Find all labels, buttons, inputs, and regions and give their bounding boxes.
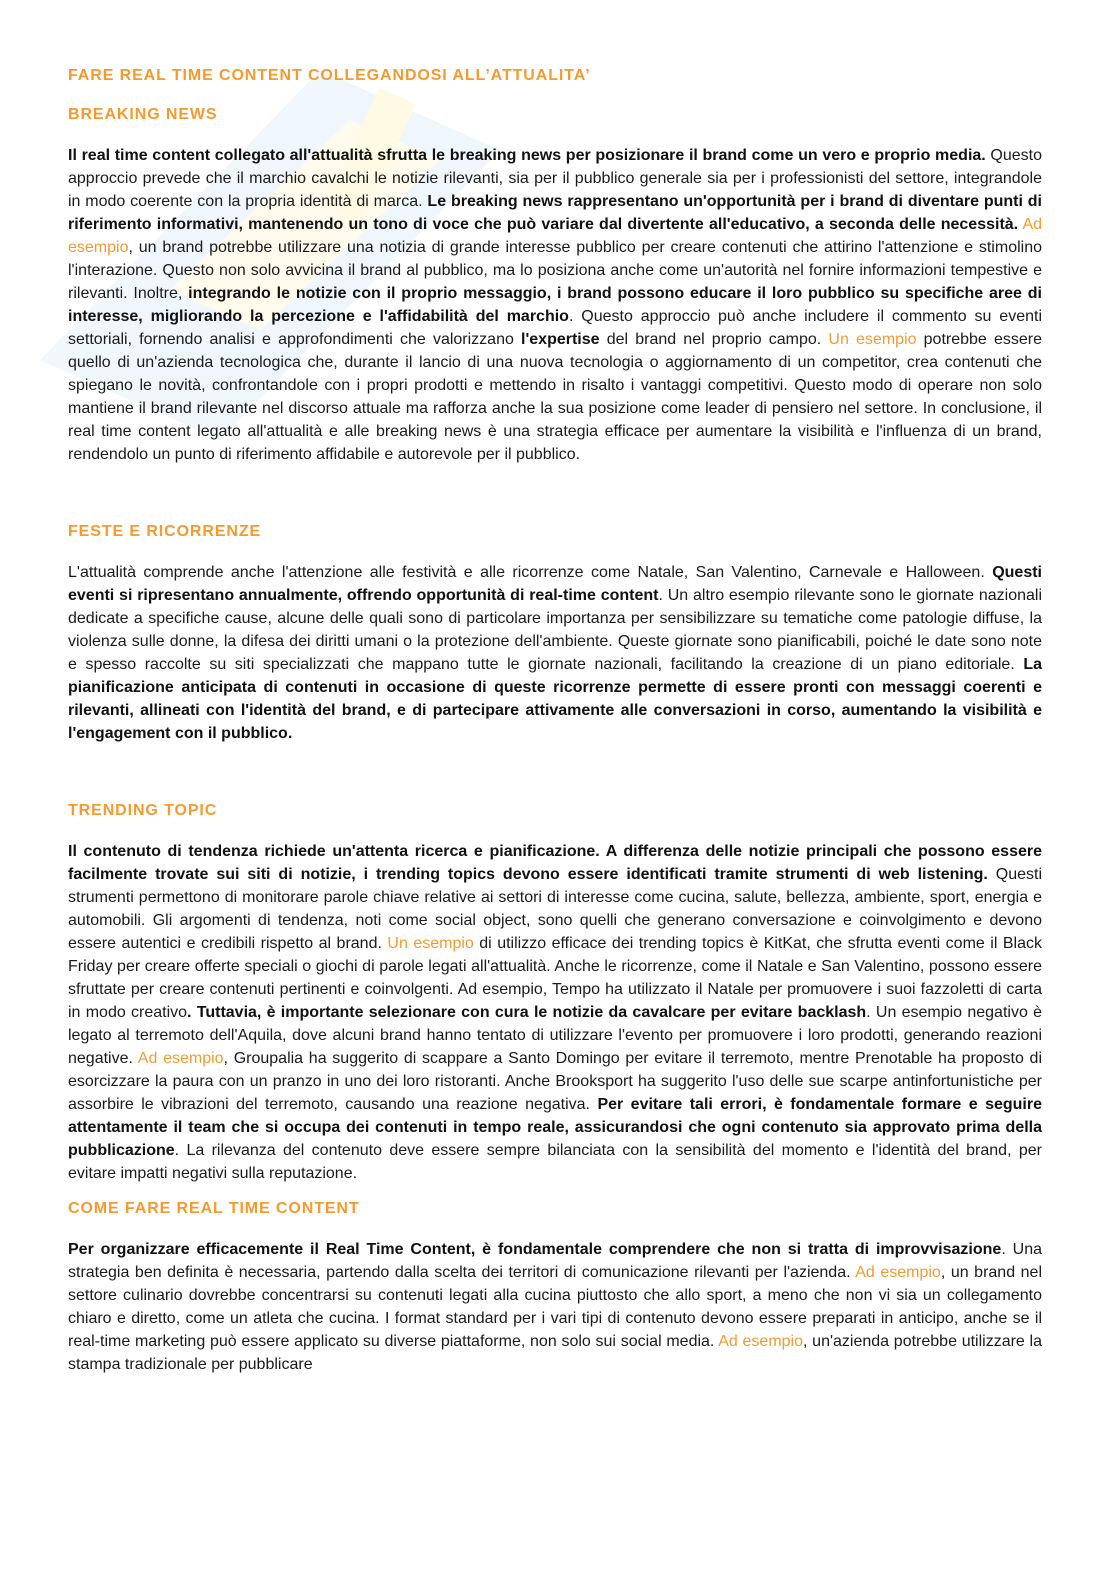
bold-text: Le breaking news rappresentano un'opportunità per i brand di diventare punti di riferimento informativi, mantenendo un tono di voce che può variare dal divertente all'educativo, a seconda delle necessità. bbox=[68, 193, 1043, 233]
bold-text: . Tuttavia, è importante selezionare con cura le notizie da cavalcare per evitare backlash bbox=[187, 1004, 867, 1021]
highlight-text: Ad esempio bbox=[855, 1264, 941, 1281]
body-text: Questi strumenti permettono di monitorare parole chiave relative ai settori di interesse come cucina, salute, bellezza, ambiente, sport, energia e automobili. Gli argomenti di tendenza, noti come social object, sono quelli che generano conversazione e coinvolgimento e devono essere autentici e credibili rispetto al brand. bbox=[68, 866, 1042, 952]
body-text: potrebbe essere quello di un'azienda tecnologica che, durante il lancio di una nuova tecnologia o aggiornamento di un competitor, crea contenuti che spiegano le novità, confrontandole con i propri prodotti e mettendo in risalto i vantaggi competitivi. Questo modo di operare non solo mantiene il brand rilevante nel discorso attuale ma rafforza anche la sua posizione come leader di pensiero nel settore. In conclusione, il real time content legato all'attualità e alle breaking news è una strategia efficace per aumentare la visibilità e l'influenza di un brand, rendendolo un punto di riferimento affidabile e autorevole per il pubblico. bbox=[68, 331, 1043, 463]
body-text: del brand nel proprio campo. bbox=[599, 331, 829, 348]
body-text: . Un altro esempio rilevante sono le giornate nazionali dedicate a specifiche cause, alcune delle quali sono di particolare importanza per sensibilizzare su tematiche come patologie diffuse, la violenza sulle donne, la difesa dei diritti umani o la protezione dell'ambiente. Queste giornate sono pianificabili, poiché le date sono note e spesso raccolte su siti specializzati che mappano tutte le giornate nazionali, facilitando la creazione di un piano editoriale. bbox=[68, 587, 1042, 673]
body-text: Questo approccio prevede che il marchio cavalchi le notizie rilevanti, sia per il pubblico generale sia per i professionisti del settore, integrandole in modo coerente con la propria identità di marca. bbox=[68, 147, 1042, 210]
body-text: . Una strategia ben definita è necessaria, partendo dalla scelta dei territori di comunicazione rilevanti per l'azienda. bbox=[68, 1241, 1043, 1281]
section-heading-come-fare-real-time-content: COME FARE REAL TIME CONTENT bbox=[68, 1200, 360, 1217]
paragraph-come-fare-real-time-content bbox=[68, 1238, 1042, 1376]
body-text: , un'azienda potrebbe utilizzare la stampa tradizionale per pubblicare bbox=[68, 1333, 1043, 1373]
bold-text: Per evitare tali errori, è fondamentale formare e seguire attentamente il team che si occupa dei contenuti in tempo reale, assicurandosi che ogni contenuto sia approvato prima della pubblicazione bbox=[68, 1096, 1043, 1159]
bold-text: Il contenuto di tendenza richiede un'attenta ricerca e pianificazione. A differenza delle notizie principali che possono essere facilmente trovate sui siti di notizie, i trending topics devono essere identificati tramite strumenti di web listening. bbox=[68, 843, 1042, 883]
bold-text: Per organizzare efficacemente il Real Time Content, è fondamentale comprendere che non si tratta di improvvisazione bbox=[68, 1241, 1002, 1258]
section-heading-feste-e-ricorrenze: FESTE E RICORRENZE bbox=[68, 523, 262, 540]
highlight-text: Ad esempio bbox=[68, 216, 1043, 256]
paragraph-breaking-news bbox=[68, 144, 1042, 466]
section-heading-breaking-news: BREAKING NEWS bbox=[68, 106, 218, 123]
body-text: di utilizzo efficace dei trending topics è KitKat, che sfrutta eventi come il Black Friday per creare offerte speciali o giochi di parole legati all'attualità. Anche le ricorrenze, come il Natale e San Valentino, possono essere sfruttate per creare contenuti pertinenti e coinvolgenti. Ad esempio, Tempo ha utilizzato il Natale per promuovere i suoi fazzoletti di carta in modo creativo bbox=[68, 935, 1042, 1021]
bold-text: Il real time content collegato all'attualità sfrutta le breaking news per posizionare il brand come un vero e proprio media. bbox=[68, 147, 986, 164]
paragraph-feste-e-ricorrenze bbox=[68, 561, 1042, 745]
bold-text: Questi eventi si ripresentano annualmente, offrendo opportunità di real-time content bbox=[68, 564, 1042, 604]
bold-text: integrando le notizie con il proprio messaggio, i brand possono educare il loro pubblico su specifiche aree di interesse, migliorando la percezione e l'affidabilità del marchio bbox=[68, 285, 1043, 325]
body-text: . Un esempio negativo è legato al terremoto dell'Aquila, dove alcuni brand hanno tentato di utilizzare l'evento per promuovere i loro prodotti, generando reazioni negative. bbox=[68, 1004, 1043, 1067]
body-text: , un brand nel settore culinario dovrebbe concentrarsi su contenuti legati alla cucina piuttosto che allo sport, a meno che non vi sia un collegamento chiaro e diretto, come un atleta che cucina. I format standard per i vari tipi di contenuto devono essere preparati in anticipo, anche se il real-time marketing può essere applicato su diverse piattaforme, non solo sui social media. bbox=[68, 1264, 1043, 1350]
body-text: . Questo approccio può anche includere il commento su eventi settoriali, fornendo analisi e approfondimenti che valorizzano bbox=[68, 308, 1043, 348]
highlight-text: Ad esempio bbox=[137, 1050, 224, 1067]
document-title: FARE REAL TIME CONTENT COLLEGANDOSI ALL’ATTUALITA’ bbox=[68, 67, 591, 84]
bold-text: l'expertise bbox=[521, 331, 600, 348]
highlight-text: Un esempio bbox=[828, 331, 917, 348]
body-text: , un brand potrebbe utilizzare una notizia di grande interesse pubblico per creare contenuti che attirino l'attenzione e stimolino l'interazione. Questo non solo avvicina il brand al pubblico, ma lo posiziona anche come un'autorità nel fornire informazioni tempestive e rilevanti. Inoltre, bbox=[68, 239, 1042, 302]
body-text: , Groupalia ha suggerito di scappare a Santo Domingo per evitare il terremoto, mentre Prenotable ha proposto di esorcizzare la paura con un pranzo in uno dei loro ristoranti. Anche Brooksport ha suggerito l'uso delle sue scarpe antinfortunistiche per assorbire le vibrazioni del terremoto, causando una reazione negativa. bbox=[68, 1050, 1043, 1113]
highlight-text: Un esempio bbox=[387, 935, 474, 952]
section-heading-trending-topic: TRENDING TOPIC bbox=[68, 802, 218, 819]
paragraph-trending-topic bbox=[68, 840, 1042, 1185]
highlight-text: Ad esempio bbox=[718, 1333, 803, 1350]
body-text: L'attualità comprende anche l'attenzione alle festività e alle ricorrenze come Natale, San Valentino, Carnevale e Halloween. bbox=[68, 564, 993, 581]
bold-text: La pianificazione anticipata di contenuti in occasione di queste ricorrenze permette di essere pronti con messaggi coerenti e rilevanti, allineati con l'identità del brand, e di partecipare attivamente alle conversazioni in corso, aumentando la visibilità e l'engagement con il pubblico. bbox=[68, 656, 1042, 742]
body-text: . La rilevanza del contenuto deve essere sempre bilanciata con la sensibilità del momento e l'identità del brand, per evitare impatti negativi sulla reputazione. bbox=[68, 1142, 1042, 1182]
